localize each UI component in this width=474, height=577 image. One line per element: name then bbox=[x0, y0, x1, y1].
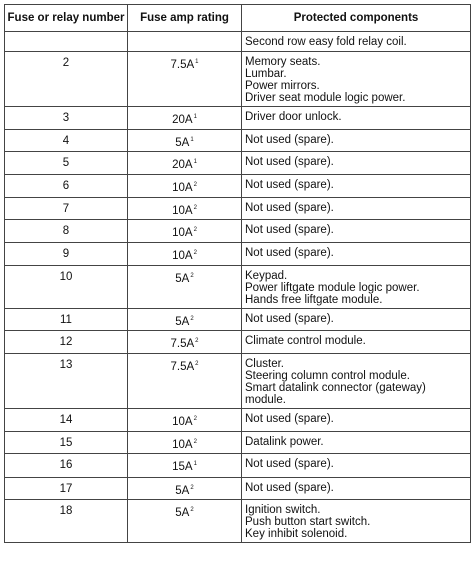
protected-components-cell bbox=[242, 198, 471, 220]
table-row bbox=[5, 130, 471, 152]
protected-components-cell bbox=[242, 175, 471, 198]
protected-components-cell bbox=[242, 130, 471, 152]
amp-rating-value: 10A bbox=[172, 439, 193, 451]
amp-rating-cell bbox=[128, 130, 242, 152]
amp-rating-value: 10A bbox=[172, 250, 193, 262]
fuse-number-cell: 10 bbox=[5, 266, 128, 309]
component-line: Lumbar. bbox=[245, 68, 287, 80]
table-row bbox=[5, 309, 471, 331]
fuse-number-cell: 18 bbox=[5, 500, 128, 543]
fuse-number-cell: 13 bbox=[5, 354, 128, 409]
amp-rating-value: 10A bbox=[172, 416, 193, 428]
protected-components-cell bbox=[242, 52, 471, 107]
amp-rating-cell bbox=[128, 409, 242, 432]
component-line: Key inhibit solenoid. bbox=[245, 528, 348, 540]
amp-rating-footnote: 2 bbox=[190, 316, 194, 322]
fuse-number-cell: 4 bbox=[5, 130, 128, 152]
protected-components-cell bbox=[242, 266, 471, 309]
protected-components-cell bbox=[242, 107, 471, 130]
component-line: Climate control module. bbox=[245, 335, 366, 347]
component-line: Not used (spare). bbox=[245, 202, 334, 214]
table-header-row bbox=[5, 5, 471, 32]
fuse-number-cell: 2 bbox=[5, 52, 128, 107]
component-line: Not used (spare). bbox=[245, 482, 334, 494]
amp-rating-footnote: 1 bbox=[193, 461, 197, 467]
fuse-table bbox=[4, 4, 471, 543]
table-row bbox=[5, 152, 471, 175]
amp-rating-value: 5A bbox=[175, 273, 190, 285]
fuse-number-cell: 9 bbox=[5, 243, 128, 266]
amp-rating-footnote: 1 bbox=[190, 137, 194, 143]
component-line: Not used (spare). bbox=[245, 247, 334, 259]
table-row bbox=[5, 243, 471, 266]
amp-rating-value: 15A bbox=[172, 461, 193, 473]
fuse-number-cell: 7 bbox=[5, 198, 128, 220]
amp-rating-footnote: 2 bbox=[193, 250, 197, 256]
fuse-number-cell: 17 bbox=[5, 478, 128, 500]
amp-rating-value: 7.5A bbox=[170, 361, 195, 373]
header-fuse-number: Fuse or relay number bbox=[5, 5, 128, 32]
component-line: Ignition switch. bbox=[245, 504, 321, 516]
amp-rating-cell bbox=[128, 52, 242, 107]
table-row bbox=[5, 500, 471, 543]
fuse-number-cell: 8 bbox=[5, 220, 128, 243]
protected-components-cell bbox=[242, 220, 471, 243]
header-amp-rating: Fuse amp rating bbox=[128, 5, 242, 32]
amp-rating-cell bbox=[128, 198, 242, 220]
amp-rating-footnote: 2 bbox=[190, 273, 194, 279]
amp-rating-value: 5A bbox=[175, 485, 190, 497]
table-row bbox=[5, 354, 471, 409]
amp-rating-value: 10A bbox=[172, 205, 193, 217]
component-line: Hands free liftgate module. bbox=[245, 294, 383, 306]
component-line: Not used (spare). bbox=[245, 224, 334, 236]
protected-components-cell bbox=[242, 409, 471, 432]
fuse-number-cell: 16 bbox=[5, 454, 128, 478]
amp-rating-value: 20A bbox=[172, 114, 193, 126]
amp-rating-value: 20A bbox=[172, 159, 193, 171]
amp-rating-cell bbox=[128, 354, 242, 409]
component-line: Smart datalink connector (gateway) bbox=[245, 382, 426, 394]
protected-components-cell bbox=[242, 354, 471, 409]
amp-rating-footnote: 2 bbox=[190, 507, 194, 513]
amp-rating-footnote: 2 bbox=[193, 205, 197, 211]
amp-rating-cell bbox=[128, 309, 242, 331]
component-line: Memory seats. bbox=[245, 56, 321, 68]
protected-components-cell bbox=[242, 309, 471, 331]
amp-rating-footnote: 2 bbox=[193, 227, 197, 233]
fuse-number-cell: 3 bbox=[5, 107, 128, 130]
amp-rating-footnote: 2 bbox=[193, 416, 197, 422]
protected-components-cell bbox=[242, 331, 471, 354]
amp-rating-cell bbox=[128, 331, 242, 354]
amp-rating-value: 5A bbox=[175, 137, 190, 149]
component-line: Datalink power. bbox=[245, 436, 324, 448]
table-row bbox=[5, 220, 471, 243]
table-row bbox=[5, 478, 471, 500]
component-line: Push button start switch. bbox=[245, 516, 371, 528]
table-row bbox=[5, 454, 471, 478]
amp-rating-footnote: 1 bbox=[193, 159, 197, 165]
component-line: Not used (spare). bbox=[245, 179, 334, 191]
table-row bbox=[5, 432, 471, 454]
table-row bbox=[5, 107, 471, 130]
table-row bbox=[5, 175, 471, 198]
protected-components-cell bbox=[242, 500, 471, 543]
amp-rating-cell bbox=[128, 107, 242, 130]
fuse-number-cell: 12 bbox=[5, 331, 128, 354]
amp-rating-cell bbox=[128, 152, 242, 175]
fuse-number-cell: 11 bbox=[5, 309, 128, 331]
amp-rating-footnote: 2 bbox=[195, 361, 199, 367]
amp-rating-value: 10A bbox=[172, 227, 193, 239]
protected-components-cell bbox=[242, 454, 471, 478]
component-line: Power liftgate module logic power. bbox=[245, 282, 420, 294]
amp-rating-value: 7.5A bbox=[170, 338, 195, 350]
amp-rating-value: 7.5A bbox=[170, 59, 195, 71]
fuse-number-cell: 6 bbox=[5, 175, 128, 198]
table-row bbox=[5, 32, 471, 52]
component-line: Not used (spare). bbox=[245, 413, 334, 425]
component-line: Not used (spare). bbox=[245, 458, 334, 470]
amp-rating-cell bbox=[128, 32, 242, 52]
protected-components-cell bbox=[242, 478, 471, 500]
fuse-number-cell: 14 bbox=[5, 409, 128, 432]
amp-rating-footnote: 2 bbox=[190, 485, 194, 491]
amp-rating-footnote: 2 bbox=[195, 338, 199, 344]
component-line: Not used (spare). bbox=[245, 313, 334, 325]
amp-rating-footnote: 1 bbox=[195, 59, 199, 65]
amp-rating-footnote: 1 bbox=[193, 114, 197, 120]
component-line: Not used (spare). bbox=[245, 156, 334, 168]
amp-rating-cell bbox=[128, 266, 242, 309]
protected-components-cell bbox=[242, 152, 471, 175]
protected-components-cell bbox=[242, 243, 471, 266]
component-line: module. bbox=[245, 394, 286, 406]
amp-rating-value: 10A bbox=[172, 182, 193, 194]
amp-rating-cell bbox=[128, 454, 242, 478]
fuse-number-cell: 5 bbox=[5, 152, 128, 175]
amp-rating-cell bbox=[128, 175, 242, 198]
amp-rating-footnote: 2 bbox=[193, 182, 197, 188]
amp-rating-cell bbox=[128, 243, 242, 266]
component-line: Power mirrors. bbox=[245, 80, 320, 92]
table-row bbox=[5, 409, 471, 432]
component-line: Driver door unlock. bbox=[245, 111, 342, 123]
table-row bbox=[5, 266, 471, 309]
fuse-table-container bbox=[4, 4, 471, 543]
amp-rating-value: 5A bbox=[175, 507, 190, 519]
amp-rating-footnote: 2 bbox=[193, 439, 197, 445]
component-line: Second row easy fold relay coil. bbox=[245, 36, 407, 48]
amp-rating-cell bbox=[128, 432, 242, 454]
component-line: Cluster. bbox=[245, 358, 284, 370]
component-line: Keypad. bbox=[245, 270, 288, 282]
protected-components-cell bbox=[242, 432, 471, 454]
protected-components-cell bbox=[242, 32, 471, 52]
component-line: Driver seat module logic power. bbox=[245, 92, 406, 104]
amp-rating-cell bbox=[128, 500, 242, 543]
table-row bbox=[5, 331, 471, 354]
component-line: Steering column control module. bbox=[245, 370, 410, 382]
amp-rating-value: 5A bbox=[175, 316, 190, 328]
table-row bbox=[5, 52, 471, 107]
amp-rating-cell bbox=[128, 478, 242, 500]
fuse-number-cell: 15 bbox=[5, 432, 128, 454]
fuse-number-cell bbox=[5, 32, 128, 52]
header-protected-components: Protected components bbox=[242, 5, 471, 32]
component-line: Not used (spare). bbox=[245, 134, 334, 146]
table-row bbox=[5, 198, 471, 220]
amp-rating-cell bbox=[128, 220, 242, 243]
